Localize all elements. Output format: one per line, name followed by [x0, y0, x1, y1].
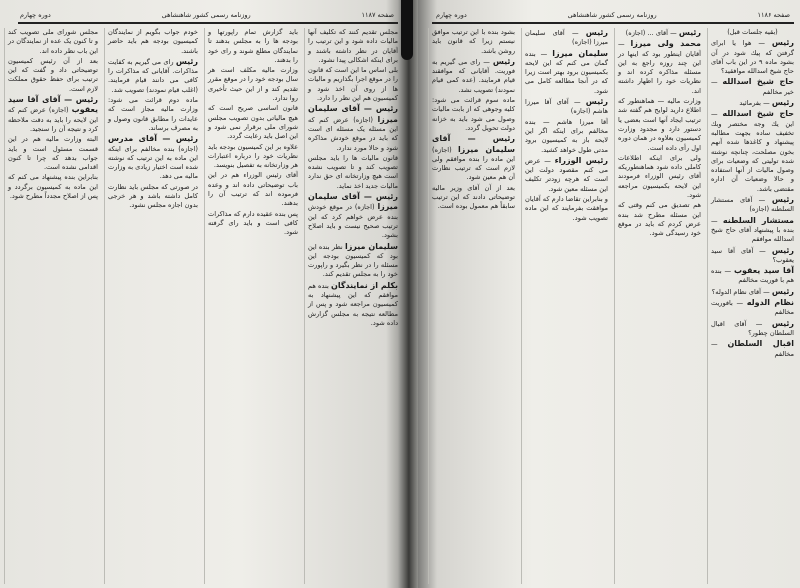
speaker-name: رئیس — آقای سلیمان میرزا	[308, 192, 398, 212]
right-page	[418, 0, 800, 588]
paragraph-text: — آقایان اینطور بود که اینها در این چند روزه راجع به این مسئله مذاکره کرده اند و نظریات خود را اظهار داشته اند.	[618, 40, 701, 95]
header-rule	[432, 22, 794, 24]
paragraph	[711, 216, 794, 245]
paragraph	[525, 156, 608, 194]
speaker-name: رئیس	[771, 286, 794, 296]
paragraph	[108, 28, 198, 56]
speaker-name: بكلم از نمایندگان	[330, 280, 398, 290]
paragraph-text: قانون اساسی صریح است که هیچ مالیاتی بدون تصویب مجلس شورای ملی برقرار نمی شود و این اصل باید رعایت گردد.	[208, 104, 298, 141]
speaker-name: نظام الدوله	[746, 298, 794, 308]
speaker-name: حاج شیخ اسدالله	[722, 109, 794, 119]
paragraph	[618, 154, 701, 200]
paragraph-text: وزارت مالیه — هماهنطور که اطلاع دارید لوایح هم گفته شد ترتیب ایجاد آنها است بعضی یا دستور دارد و مجدود وزارت کمیسیون بعلاوه در همان دوره اول رأی داده است.	[618, 97, 701, 152]
paragraph	[8, 95, 98, 134]
paragraph	[432, 134, 515, 182]
paragraph	[525, 49, 608, 96]
paragraph	[8, 135, 98, 172]
paragraph	[711, 246, 794, 266]
paragraph-text: آقا میرزا هاشم — بنده مخالفم برای اینکه اگر این لایحه باز به کمیسیون برود مدتی طول خواهد کشید.	[525, 117, 608, 154]
paragraph	[711, 77, 794, 97]
paragraph-text: رای می گیریم به کفایت مذاکرات. آقایانی که مذاکرات را کافی می دانند قیام فرمایند. (اغلب قیام نمودند) تصویب شد.	[108, 57, 198, 94]
text-column	[614, 28, 701, 584]
text-column	[304, 28, 398, 584]
paragraph-text: — بافوریت مخالفم	[711, 299, 794, 317]
paragraph-text: (اجازه) در موقع خودش بنده عرض خواهم کرد که این ترتیب صحیح نیست و باید اصلاح بشود.	[308, 203, 398, 240]
speaker-name: اقبال السلطان	[727, 339, 794, 349]
paragraph	[711, 339, 794, 359]
paragraph-text: (اجازه) عرض کنم که این لایحه را باید به دقت ملاحظه کرد و نتیجه آن را سنجید.	[8, 106, 98, 133]
paragraph	[711, 266, 794, 286]
paragraph-text: — بنده با پیشنهاد آقای حاج شیخ اسدالله موافقم	[711, 216, 794, 244]
paragraph-text: وزارت مالیه مکلف است هر سال بودجه خود را در موقع مقرر تقدیم کند و از این حیث تأخیری روا ندارد.	[208, 66, 298, 103]
speaker-name: رئیس — آقای مدرس	[108, 134, 198, 144]
paragraph	[711, 28, 794, 37]
volume-label: دوره چهارم	[436, 11, 467, 19]
speaker-name: رئیس	[175, 56, 198, 66]
newspaper-title: روزنامه رسمی کشور شاهنشاهی	[161, 11, 251, 19]
paragraph	[711, 109, 794, 194]
paragraph	[308, 242, 398, 280]
paragraph	[208, 66, 298, 103]
text-column	[521, 28, 608, 584]
page-header	[20, 8, 394, 22]
paragraph	[711, 98, 794, 108]
speaker-name: رئیس	[771, 195, 794, 205]
paragraph-text: علاوه بر این کمیسیون بودجه باید نظریات خود را درباره اعتبارات هر وزارتخانه به تفصیل بنویسد.	[208, 142, 298, 170]
paragraph-text: — این یك وجه مختصر وبك تخفیف ساده بجهت مطالبه پیشنهاد و کاغذها شده آنهم بخون مصلحت، چنانچه نوشته شده تولیتی که وضعیات برای وصول مالیات از آنها استفاده و حالا وضعیات آن اداره مقتضی باشد.	[711, 110, 794, 193]
speaker-name: سلیمان میرزا	[552, 48, 608, 58]
paragraph-text: — بنده گمان می کنم که این لایحه بکمیسیون برود بهتر است زیرا که در آنجا مطالعه کامل می شود.	[525, 49, 608, 95]
paragraph	[308, 192, 398, 240]
paragraph-text: — بنده هم با فوریت مخالفم	[711, 267, 794, 285]
paragraph-text: — عرض می کنم مقصود دولت این است که هرچه زودتر تکلیف این مسئله معین شود.	[525, 156, 608, 193]
paragraph	[8, 57, 98, 94]
paragraph	[618, 97, 701, 153]
paragraph	[432, 28, 515, 56]
speaker-name: رئیس	[771, 318, 794, 328]
paragraph	[208, 28, 298, 65]
paragraph-text: — هوا یا ابرای گرفتن که پیك شود در آن بشود ماده ۹ در این باب آقای حاج شیخ اسدالله موافقید؟	[711, 39, 794, 76]
paragraph	[711, 298, 794, 318]
paragraph	[711, 287, 794, 297]
paragraph-text: — خیر مخالفم	[711, 78, 794, 96]
paragraph-text: ماده سوم قرائت می شود: کلیه وجوهی که از بابت مالیات وصول می شود باید به خزانه دولت تحویل گردد.	[432, 96, 515, 132]
paragraph-text: پس بنده عقیده دارم که مذاکرات کافی است و باید رای گرفته شود.	[208, 209, 298, 237]
paragraph	[108, 183, 198, 211]
paragraph-text: — مخالفم	[711, 340, 794, 358]
paragraph	[711, 195, 794, 215]
speaker-name: رئیس — آقای آقا سید یعقوب	[8, 95, 98, 115]
page-header	[436, 8, 790, 22]
paragraph	[525, 195, 608, 223]
paragraph-text: نظر بنده این بود که کمیسیون بودجه این مسئله را در نظر بگیرد و راپورت خود را به مجلس تقدیم کند.	[308, 242, 398, 279]
text-column	[707, 28, 794, 584]
speaker-name: رئیس	[771, 98, 794, 108]
paragraph-text: مجلس شورای ملی تصویب کند و تا کنون یک عده از نمایندگان در این باب نظر داده اند.	[8, 28, 98, 55]
speaker-name: رئیس الوزراء	[554, 155, 608, 165]
text-columns	[428, 28, 794, 584]
paragraph-text: (اجازه) بنده مخالفم برای اینکه این ماده به این ترتیب که نوشته شده است اختیار زیادی به وزارت مالیه می دهد.	[108, 144, 198, 181]
paragraph-text: البته وزارت مالیه هم در این قسمت مسئول است و باید جواب بدهد که چرا تا کنون اقدامی نشده است.	[8, 135, 98, 172]
paragraph	[308, 28, 398, 65]
paragraph-text: (اجازه) این ماده را بنده موافقم ولی لازم است که ترتیب نظارت آن هم معین شود.	[432, 145, 515, 182]
page-number: صفحه ۱۱۸۷	[361, 11, 394, 19]
paragraph	[618, 39, 701, 96]
paragraph	[711, 319, 794, 339]
paragraph	[308, 154, 398, 191]
page-number: صفحه ۱۱۸۶	[757, 11, 790, 19]
paragraph	[108, 96, 198, 133]
speaker-name: رئیس	[585, 97, 608, 107]
paragraph-text: ماده دوم قرائت می شود: وزارت مالیه مجاز است که عایدات را مطابق قانون وصول و به مصرف برساند.	[108, 96, 198, 132]
paragraph-text: ولی برای اینکه اطلاعات کاملی داده شود هماهنطوریکه آقای رئیس الوزراء فرمودند این لایحه بکمیسیون مراجعه شود.	[618, 153, 701, 200]
paragraph	[8, 173, 98, 201]
speaker-name: رئیس — آقای سلیمان میرزا	[308, 104, 398, 124]
paragraph-text: در صورتی که مجلس باید نظارت کامل داشته باشد و هر خرجی بدون اجازه مجلس نشود.	[108, 182, 198, 210]
paragraph-text: آقای رئیس الوزراء هم در این باب توضیحاتی داده اند و وعده فرموده اند که ترتیب آن را بدهند.	[208, 171, 298, 208]
paragraph	[108, 57, 198, 95]
text-column	[428, 28, 515, 584]
paragraph-text: بشود بنده با این ترتیب موافق نیستم زیرا که قانون باید روشن باشد.	[432, 28, 515, 55]
paragraph-text: باید گزارش تمام راپورتها و بودجه ها را به مجلس بدهند تا نمایندگان مطلع شوند و رای خود را بدهند.	[208, 28, 298, 64]
paragraph	[525, 118, 608, 155]
speaker-name: رئیس — آقای سلیمان میرزا	[432, 134, 515, 154]
speaker-name: رئیس	[678, 28, 701, 37]
newspaper-title: روزنامه رسمی کشور شاهنشاهی	[567, 11, 657, 19]
paragraph	[432, 96, 515, 133]
paragraph	[432, 184, 515, 212]
paragraph-text: بلی اساس ما این است که قانون را در موقع اجرا بگذاریم و مالیات ها از روی آن اخذ شود و کمیسیون هم این نظر را دارد.	[308, 66, 398, 103]
paragraph-text: — آقای ... (اجازه)	[625, 29, 677, 37]
paragraph	[432, 57, 515, 95]
paragraph-text: بعد از آن رئیس کمیسیون توضیحاتی داد و گفت که این ترتیب برای حفظ حقوق مملکت لازم است.	[8, 56, 98, 93]
paragraph-text: (اجازه) عرض کنم که این مسئله یک مسئله ای است که باید در موقع خودش مذاکره شود و حالا مورد ندارد.	[308, 115, 398, 152]
paragraph-text: بعد از آن آقای وزیر مالیه توضیحاتی دادند که این ترتیب سابقاً هم معمول بوده است.	[432, 183, 515, 211]
speaker-name: رئیس	[585, 28, 608, 37]
paragraph-text: (بقیه جلسات قبل)	[727, 28, 778, 36]
header-rule	[18, 22, 398, 24]
paragraph	[208, 104, 298, 141]
paragraph-text: — آقای مستشار السلطنه (اجازه)	[711, 196, 794, 214]
speaker-name: آقا سید یعقوب	[733, 266, 794, 276]
paragraph-text: بنده هم موافقم که این پیشنهاد به کمیسیون مراجعه شود و پس از مطالعه نتیجه به مجلس گزارش داده شود.	[308, 281, 398, 327]
paragraph-text: — آقای آقا میرزا هاشم (اجازه)	[525, 98, 608, 116]
paragraph-text: — آقای آقا سید یعقوب؟	[711, 246, 794, 264]
paragraph-text: قانون مالیات ها را باید مجلس تصویب کند و تا تصویب نشده است هیچ وزارتخانه ای حق ندارد مالیات جدید اخذ نماید.	[308, 153, 398, 190]
paragraph	[208, 171, 298, 208]
text-column	[204, 28, 298, 584]
paragraph-text: — آقای سلیمان میرزا (اجازه)	[525, 29, 608, 47]
paragraph-text: — رای می گیریم به فوریت. آقایانی که موافقند قیام فرمایند. (عده کمی قیام نمودند) تصویب نشد.	[432, 57, 515, 94]
binding-shadow	[401, 0, 413, 60]
paragraph	[208, 143, 298, 171]
text-column	[104, 28, 198, 584]
volume-label: دوره چهارم	[20, 11, 51, 19]
paragraph	[108, 134, 198, 181]
paragraph	[308, 104, 398, 152]
paragraph-text: و بنابراین تقاضا دارم که آقایان موافقت بفرمایند که این ماده تصویب شود.	[525, 195, 608, 222]
paragraph-text: — بفرمائید	[739, 99, 770, 108]
speaker-name: رئیس	[771, 245, 794, 255]
paragraph	[308, 281, 398, 328]
speaker-name: رئیس	[492, 56, 515, 66]
speaker-name: رئیس	[771, 38, 794, 48]
paragraph-text: — آقای اقبال السلطان چطور؟	[711, 319, 794, 337]
paragraph	[711, 38, 794, 76]
paragraph-text: بنابراین بنده پیشنهاد می کنم که این ماده به کمیسیون برگردد و پس از اصلاح مجدداً مطرح شود.	[8, 173, 98, 201]
speaker-name: محمد ولی میرزا	[630, 39, 701, 49]
paragraph	[208, 210, 298, 238]
paragraph	[8, 28, 98, 56]
speaker-name: حاج شیخ اسدالله	[722, 77, 794, 87]
paragraph	[525, 28, 608, 48]
paragraph	[618, 201, 701, 238]
paragraph	[308, 66, 398, 103]
paragraph	[618, 28, 701, 38]
speaker-name: سلیمان میرزا	[344, 241, 398, 251]
paragraph-text: خودم جواب بگویم از نمایندگان کمیسیون بودجه هم باید حاضر باشند.	[108, 28, 198, 55]
paragraph-text: مجلس تقدیم کنند که تکلیف آنها مالیات داده شود و این ترتیب را آقایان در نظر داشته باشند و برای اینکه اشکالی پیدا نشود.	[308, 28, 398, 64]
speaker-name: مستشار السلطنه	[722, 215, 794, 225]
text-columns	[4, 28, 398, 584]
paragraph	[525, 97, 608, 117]
paragraph-text: — آقای نظام الدوله؟	[711, 287, 770, 296]
text-column	[4, 28, 98, 584]
paragraph-text: هم تصدیق می کنم وقتی که این مسئله مطرح شد بنده عرض کردم که باید در موقع خود رسیدگی شود.	[618, 201, 701, 238]
